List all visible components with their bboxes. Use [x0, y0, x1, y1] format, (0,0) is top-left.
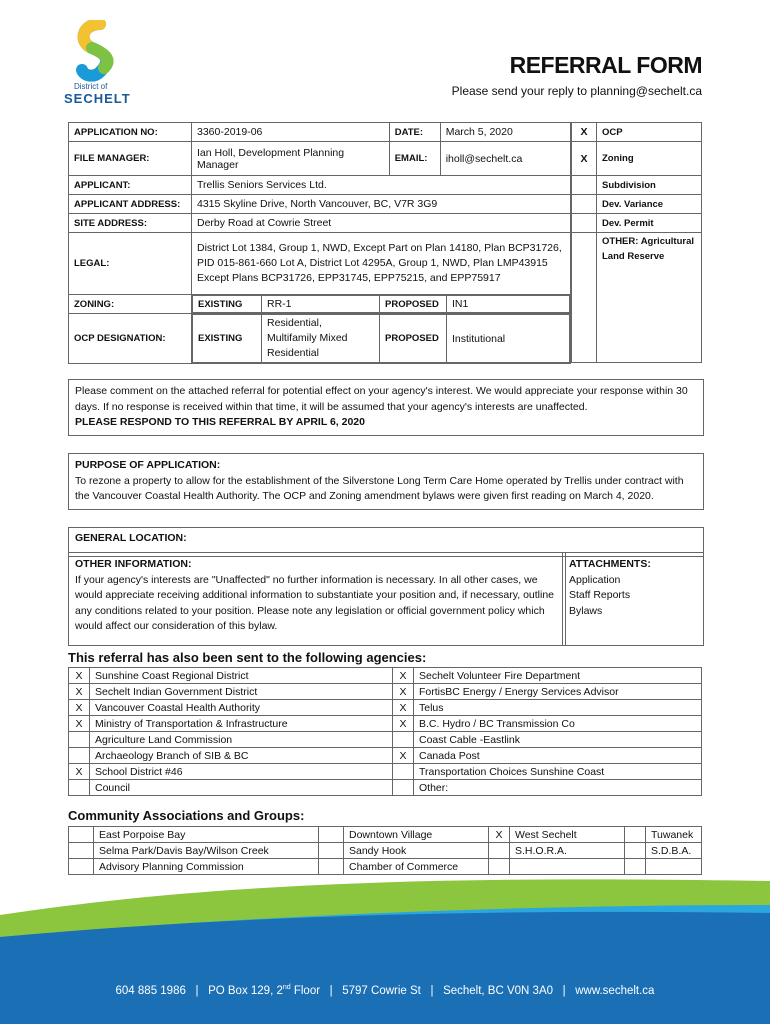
agency-name: Agriculture Land Commission	[90, 732, 393, 748]
agency-mark: X	[69, 764, 90, 780]
community-name: Chamber of Commerce	[344, 859, 489, 875]
agency-mark: X	[393, 668, 414, 684]
check-mark	[572, 233, 597, 363]
footer-phone: 604 885 1986	[115, 984, 186, 997]
community-name: West Sechelt	[510, 827, 625, 843]
footer-website-link[interactable]: www.sechelt.ca	[575, 984, 655, 997]
check-label: Dev. Permit	[597, 214, 702, 233]
agency-mark: X	[69, 716, 90, 732]
check-label: Subdivision	[597, 176, 702, 195]
agency-name: Canada Post	[414, 748, 702, 764]
community-table	[68, 826, 702, 875]
other-info-label: OTHER INFORMATION:	[75, 558, 192, 570]
community-mark	[625, 859, 646, 875]
date-label: DATE:	[389, 123, 440, 142]
community-name: S.D.B.A.	[646, 843, 702, 859]
legal-label: LEGAL:	[69, 233, 192, 295]
agency-name: Vancouver Coastal Health Authority	[90, 700, 393, 716]
community-name: Selma Park/Davis Bay/Wilson Creek	[94, 843, 319, 859]
legal-value: District Lot 1384, Group 1, NWD, Except Part on Plan 14180, Plan BCP31726, PID 015-861-660 Lot A, District Lot 4295A, Group 1, NWD, Plan LMP43915 Except Plans BCP31726, EPP31745, EPP75215, and EPP75917	[192, 233, 571, 295]
agency-mark	[69, 780, 90, 796]
community-name: S.H.O.R.A.	[510, 843, 625, 859]
check-label: OCP	[597, 123, 702, 142]
applicant-value: Trellis Seniors Services Ltd.	[192, 176, 571, 195]
zoning-proposed-label: PROPOSED	[380, 296, 447, 313]
check-label: Dev. Variance	[597, 195, 702, 214]
agency-name: Transportation Choices Sunshine Coast	[414, 764, 702, 780]
file-manager-label: FILE MANAGER:	[69, 142, 192, 176]
community-mark	[319, 843, 344, 859]
email-label: EMAIL:	[389, 142, 440, 176]
check-label: OTHER: Agricultural Land Reserve	[597, 233, 702, 363]
agency-mark	[393, 764, 414, 780]
community-mark	[625, 843, 646, 859]
footer-separator: |	[329, 984, 333, 997]
community-name	[646, 859, 702, 875]
attachment-item: Application	[569, 573, 621, 586]
form-title: REFERRAL FORM	[509, 52, 702, 78]
footer-street: 5797 Cowrie St	[342, 984, 421, 997]
agency-name: Council	[90, 780, 393, 796]
purpose-label: PURPOSE OF APPLICATION:	[75, 459, 221, 471]
ocp-proposed-value: Institutional	[447, 315, 570, 363]
check-mark: X	[572, 142, 597, 176]
community-mark	[489, 843, 510, 859]
check-mark	[572, 214, 597, 233]
comment-section	[68, 379, 704, 436]
form-subtitle: Please send your reply to planning@sechelt.ca	[451, 84, 702, 98]
other-info-text: If your agency's interests are "Unaffected" no further information is necessary. In all other cases, we would appreciate receiving additional information to substantiate your position and, if necessary, outline any conditions related to your position. Please note any legislation or official government policy which would affect our consideration of this bylaw.	[75, 573, 555, 632]
community-mark	[69, 859, 94, 875]
community-name: Sandy Hook	[344, 843, 489, 859]
footer-separator: |	[430, 984, 434, 997]
attachment-item: Staff Reports	[569, 589, 631, 601]
application-no-label: APPLICATION NO:	[69, 123, 192, 142]
footer-separator: |	[562, 984, 566, 997]
agency-mark: X	[393, 684, 414, 700]
zoning-proposed-value: IN1	[447, 296, 570, 313]
footer-contact	[0, 984, 770, 997]
agencies-heading: This referral has also been sent to the following agencies:	[68, 650, 427, 665]
respond-by-text: PLEASE RESPOND TO THIS REFERRAL BY APRIL 6, 2020	[75, 416, 365, 428]
attachment-item: Bylaws	[569, 604, 603, 617]
community-mark	[69, 827, 94, 843]
footer-sup: nd	[282, 984, 291, 991]
application-type-checks	[571, 122, 702, 363]
agency-name: Other:	[414, 780, 702, 796]
agency-name: Coast Cable -Eastlink	[414, 732, 702, 748]
agency-name: Sechelt Indian Government District	[90, 684, 393, 700]
ocp-existing-value: Residential, Multifamily Mixed Residential	[262, 315, 380, 363]
community-name: Advisory Planning Commission	[94, 859, 319, 875]
check-label: Zoning	[597, 142, 702, 176]
community-name	[510, 859, 625, 875]
application-info-table	[68, 122, 571, 364]
community-name: Tuwanek	[646, 827, 702, 843]
applicant-address-value: 4315 Skyline Drive, North Vancouver, BC, V7R 3G9	[192, 195, 571, 214]
ocp-existing-label: EXISTING	[193, 315, 262, 363]
agency-mark: X	[69, 668, 90, 684]
agency-name: Sechelt Volunteer Fire Department	[414, 668, 702, 684]
logo-district-text: District of	[74, 82, 108, 91]
zoning-existing-value: RR-1	[262, 296, 380, 313]
footer-city: Sechelt, BC V0N 3A0	[443, 984, 554, 997]
agency-name: B.C. Hydro / BC Transmission Co	[414, 716, 702, 732]
general-location-label: GENERAL LOCATION:	[75, 532, 187, 544]
check-mark: X	[572, 123, 597, 142]
community-name: East Porpoise Bay	[94, 827, 319, 843]
agency-mark: X	[69, 684, 90, 700]
ocp-proposed-label: PROPOSED	[380, 315, 447, 363]
attachments-label: ATTACHMENTS:	[569, 558, 651, 570]
community-mark	[625, 827, 646, 843]
community-mark	[489, 859, 510, 875]
purpose-section	[68, 453, 704, 510]
agency-name: Sunshine Coast Regional District	[90, 668, 393, 684]
email-value: iholl@sechelt.ca	[440, 142, 570, 176]
other-info-section	[68, 552, 566, 646]
agency-mark	[393, 732, 414, 748]
agency-mark	[393, 780, 414, 796]
attachments-section	[562, 552, 704, 646]
footer-separator: |	[195, 984, 199, 997]
file-manager-value: Ian Holl, Development Planning Manager	[192, 142, 390, 176]
footer-wave	[0, 875, 770, 1024]
agency-mark: X	[69, 700, 90, 716]
footer-po-box: PO Box 129, 2	[208, 984, 283, 997]
check-mark	[572, 176, 597, 195]
community-name: Downtown Village	[344, 827, 489, 843]
applicant-label: APPLICANT:	[69, 176, 192, 195]
agency-mark	[69, 732, 90, 748]
check-mark	[572, 195, 597, 214]
agency-mark	[69, 748, 90, 764]
logo-sechelt-text: SECHELT	[64, 91, 131, 106]
zoning-label: ZONING:	[69, 295, 192, 314]
ocp-designation-label: OCP DESIGNATION:	[69, 314, 192, 364]
agencies-table	[68, 667, 702, 796]
logo-s-icon	[60, 20, 140, 82]
community-mark: X	[489, 827, 510, 843]
sechelt-logo	[60, 20, 140, 110]
applicant-address-label: APPLICANT ADDRESS:	[69, 195, 192, 214]
purpose-text: To rezone a property to allow for the establishment of the Silverstone Long Term Care Home operated by Trellis under contract with the Vancouver Coastal Health Authority. The OCP and Zoning amendment bylaws were given first reading on March 4, 2020.	[75, 474, 684, 502]
community-mark	[319, 859, 344, 875]
community-mark	[69, 843, 94, 859]
zoning-existing-label: EXISTING	[193, 296, 262, 313]
site-address-label: SITE ADDRESS:	[69, 214, 192, 233]
agency-name: Ministry of Transportation & Infrastructure	[90, 716, 393, 732]
agency-mark: X	[393, 716, 414, 732]
agency-name: Telus	[414, 700, 702, 716]
agency-mark: X	[393, 700, 414, 716]
agency-name: Archaeology Branch of SIB & BC	[90, 748, 393, 764]
footer-floor: Floor	[290, 984, 321, 997]
agency-name: FortisBC Energy / Energy Services Advisor	[414, 684, 702, 700]
site-address-value: Derby Road at Cowrie Street	[192, 214, 571, 233]
application-no-value: 3360-2019-06	[192, 123, 390, 142]
community-heading: Community Associations and Groups:	[68, 808, 305, 823]
community-mark	[319, 827, 344, 843]
comment-text: Please comment on the attached referral for potential effect on your agency's interest. We would appreciate your response within 30 days. If no response is received within that time, it will be assumed that your agency's interests are unaffected.	[75, 385, 688, 413]
date-value: March 5, 2020	[440, 123, 570, 142]
agency-mark: X	[393, 748, 414, 764]
agency-name: School District #46	[90, 764, 393, 780]
